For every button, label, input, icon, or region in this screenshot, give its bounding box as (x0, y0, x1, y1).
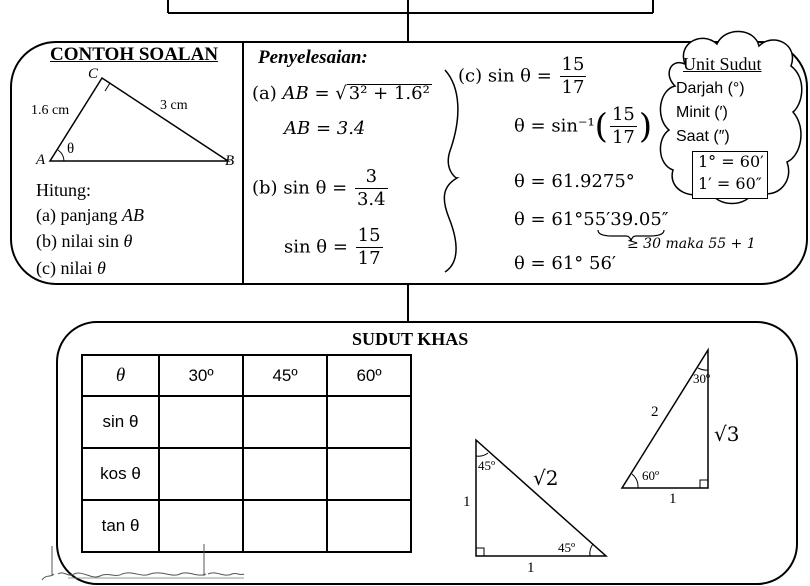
table-row-kos: kos θ (82, 448, 159, 500)
cell-kos-30[interactable] (159, 448, 243, 500)
solution-a-line2: AB = 3.4 (284, 118, 366, 139)
special-title: SUDUT KHAS (352, 329, 469, 349)
tri45-hyp: √2 (533, 466, 559, 490)
tri30-top-angle: 30º (693, 371, 711, 386)
vertex-b: B (225, 153, 235, 169)
triangle-30 (618, 346, 718, 492)
cell-kos-45[interactable] (243, 448, 327, 500)
cell-sin-60[interactable] (327, 396, 411, 448)
angle-label: θ (67, 141, 75, 157)
vertex-a: A (36, 152, 46, 168)
triangle-45 (470, 436, 610, 562)
table-row-tan: tan θ (82, 500, 159, 552)
table-header-45: 45º (243, 355, 327, 396)
units-conversion-box (692, 151, 768, 199)
tri30-left-angle: 60º (642, 468, 660, 483)
solution-c-note: ≥ 30 maka 55 + 1 (627, 236, 756, 252)
cell-tan-45[interactable] (243, 500, 327, 552)
tri45-base: 1 (527, 560, 535, 576)
units-item-1: Darjah (°) (676, 80, 745, 97)
tri30-base: 1 (669, 491, 677, 507)
cell-sin-45[interactable] (243, 396, 327, 448)
cell-sin-30[interactable] (159, 396, 243, 448)
solution-c-line5: θ = 61° 56′ (514, 253, 616, 274)
hitung-label: Hitung: (36, 180, 92, 200)
tri30-right-side: √3 (714, 422, 740, 446)
solution-c-line2: θ = sin⁻¹( $\frac{15}{17}$ ) (514, 104, 653, 148)
question-b: (b) nilai sin θ (36, 231, 133, 251)
table-header-theta: θ (82, 355, 159, 396)
solution-c-line3: θ = 61.9275° (514, 171, 635, 192)
question-a: (a) panjang AB (36, 205, 144, 225)
tri30-hyp: 2 (651, 404, 659, 420)
signature (38, 540, 248, 584)
tri45-left-side: 1 (463, 494, 471, 510)
cell-tan-60[interactable] (327, 500, 411, 552)
cell-kos-60[interactable] (327, 448, 411, 500)
example-triangle (30, 66, 240, 176)
table-header-30: 30º (159, 355, 243, 396)
vertex-c: C (88, 66, 99, 82)
table-row-sin: sin θ (82, 396, 159, 448)
example-title: CONTOH SOALAN (50, 44, 219, 65)
special-angles-table (81, 354, 412, 553)
units-conv-2: 1′ = 60″ (698, 174, 762, 193)
solution-title: Penyelesaian: (258, 47, 368, 68)
side-cb-label: 3 cm (160, 98, 188, 113)
solution-c-line4: θ = 61°55′39.05″ (514, 209, 669, 230)
units-conv-1: 1° = 60′ (698, 152, 764, 171)
units-item-3: Saat (″) (676, 128, 730, 145)
table-header-60: 60º (327, 355, 411, 396)
tri45-bottom-angle: 45º (558, 540, 576, 555)
units-item-2: Minit (′) (676, 104, 728, 121)
solution-b-line2: sin θ = $\frac{15}{17}$ (284, 225, 381, 269)
question-c: (c) nilai θ (36, 258, 106, 278)
tri45-top-angle: 45º (478, 458, 496, 473)
solution-b-line1: (b) sin θ = $\frac{3}{3.4}$ (252, 166, 386, 210)
side-ac-label: 1.6 cm (31, 103, 70, 118)
units-title: Unit Sudut (683, 54, 762, 74)
solution-c-line1: (c) sin θ = $\frac{15}{17}$ (458, 54, 585, 98)
solution-a-line1: (a) AB = √ 3² + 1.6² (252, 83, 430, 104)
